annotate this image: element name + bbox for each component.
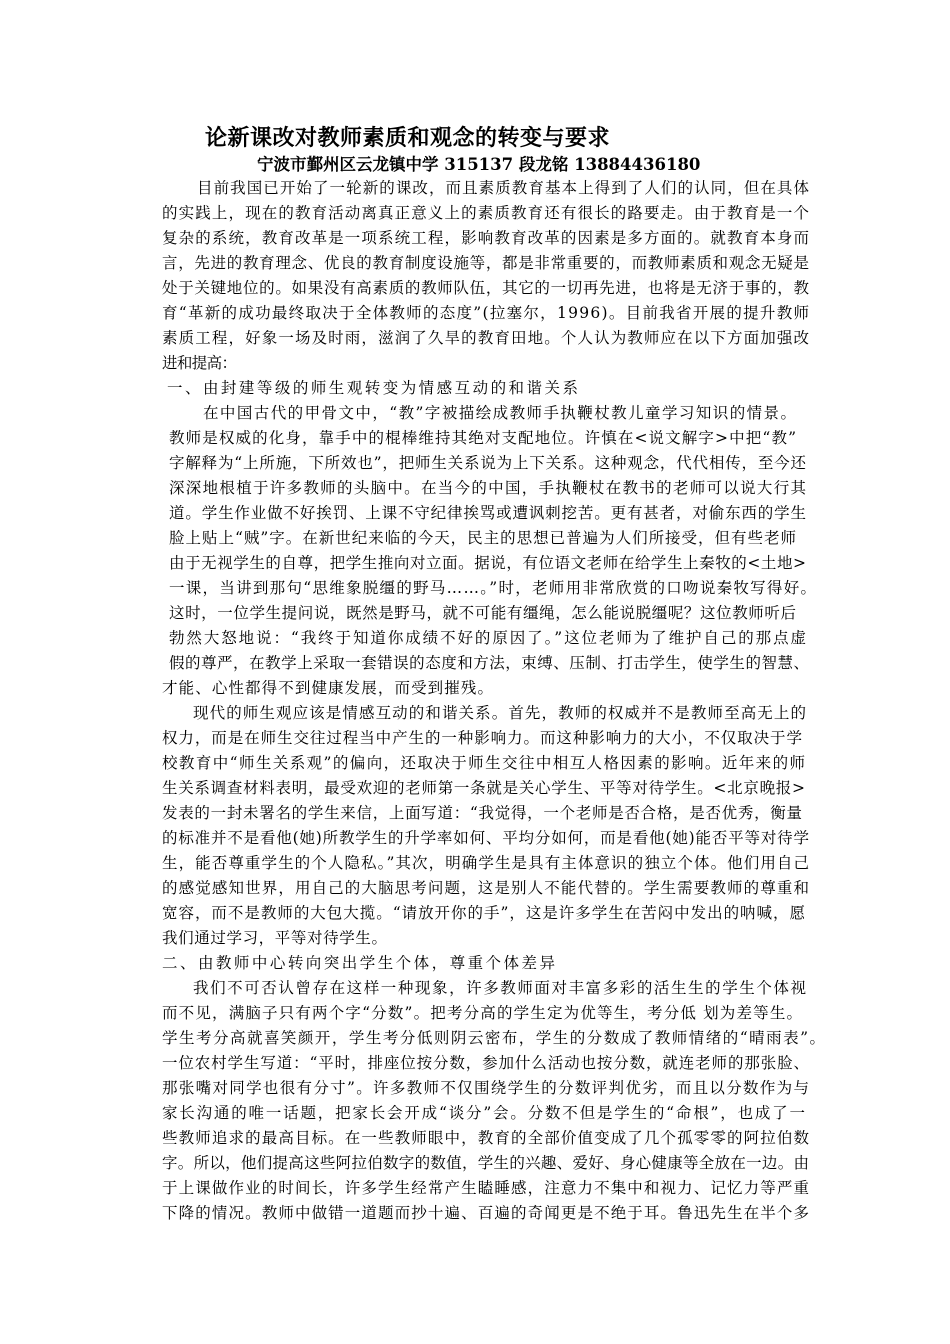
body-line: 假的尊严，在教学上采取一套错误的态度和方法，束缚、压制、打击学生，使学生的智慧、 [169,654,810,672]
body-line: 下降的情况。教师中做错一道题而抄十遍、百遍的奇闻更是不绝于耳。鲁迅先生在半个多 [162,1204,811,1222]
body-line: 教师是权威的化身，靠手中的棍棒维持其绝对支配地位。许慎在<说文解字>中把“教” [169,429,798,447]
body-line: 宽容，而不是教师的大包大揽。“请放开你的手”，这是许多学生在苦闷中发出的呐喊，愿 [162,904,806,922]
body-line: 我们不可否认曾存在这样一种现象，许多教师面对丰富多彩的活生生的学生个体视 [193,979,808,997]
body-line: 而不见，满脑子只有两个字“分数”。把考分高的学生定为优等生，考分低 划为差等生。 [162,1004,804,1022]
body-line: 一课，当讲到那句“思维象脱缰的野马……。”时，老师用非常欣赏的口吻说秦牧写得好。 [169,579,818,597]
body-line: 那张嘴对同学也很有分寸”。许多教师不仅围绕学生的分数评判优劣，而且以分数作为与 [162,1079,811,1097]
body-line: 素质工程，好象一场及时雨，滋润了久旱的教育田地。个人认为教师应在以下方面加强改 [162,329,811,347]
body-line: 育“革新的成功最终取决于全体教师的态度”(拉塞尔，1996)。目前我省开展的提升教师 [162,304,811,322]
body-line: 我们通过学习，平等对待学生。 [162,929,388,947]
body-line: 生，能否尊重学生的个人隐私。”其次，明确学生是具有主体意识的独立个体。他们用自己 [162,854,811,872]
body-line: 家长沟通的唯一话题，把家长会开成“谈分”会。分数不但是学生的“命根”，也成了一 [162,1104,807,1122]
body-line: 才能、心性都得不到健康发展，而受到摧残。 [162,679,495,697]
body-line: 校教育中“师生关系观”的偏向，还取决于师生交往中相互人格因素的影响。近年来的师 [162,754,807,772]
body-line: 生关系调查材料表明，最受欢迎的老师第一条就是关心学生、平等对待学生。<北京晚报> [162,779,806,797]
body-line: 的标准并不是看他(她)所教学生的升学率如何、平均分如何，而是看他(她)能否平等对待学 [162,829,810,847]
body-line: 脸上贴上“贼”字。在新世纪来临的今天，民主的思想已普遍为人们所接受，但有些老师 [169,529,797,547]
body-line: 这时，一位学生提问说，既然是野马，就不可能有缰绳，怎么能说脱缰呢？这位教师听后 [169,604,797,622]
body-line: 的实践上，现在的教育活动离真正意义上的素质教育还有很长的路要走。由于教育是一个 [162,204,811,222]
document-title: 论新课改对教师素质和观念的转变与要求 [205,125,611,151]
body-line: 发表的一封未署名的学生来信，上面写道：“我觉得，一个老师是否合格，是否优秀，衡量 [162,804,803,822]
body-line: 由于无视学生的自尊，把学生推向对立面。据说，有位语文老师在给学生上秦牧的<土地> [169,554,807,572]
body-line: 现代的师生观应该是情感互动的和谐关系。首先，教师的权威并不是教师至高无上的 [193,704,808,722]
body-line: 一位农村学生写道：“平时，排座位按分数，参加什么活动也按分数，就连老师的那张脸、 [162,1054,810,1072]
body-line: 复杂的系统，教育改革是一项系统工程，影响教育改革的因素是多方面的。就教育本身而 [162,229,811,247]
body-line: 目前我国已开始了一轮新的课改，而且素质教育基本上得到了人们的认同，但在具体 [197,179,811,197]
body-line: 的感觉感知世界，用自己的大脑思考问题，这是别人不能代替的。学生需要教师的尊重和 [162,879,811,897]
author-byline: 宁波市鄞州区云龙镇中学 315137 段龙铭 13884436180 [257,155,701,174]
body-line: 处于关键地位的。如果没有高素质的教师队伍，其它的一切再先进，也将是无济于事的，教 [162,279,810,297]
body-line: 言，先进的教育理念、优良的教育制度设施等，都是非常重要的，而教师素质和观念无疑是 [162,254,810,272]
body-line: 字。所以，他们提高这些阿拉伯数字的数值，学生的兴趣、爱好、身心健康等全放在一边。由 [162,1154,810,1172]
body-line: 字解释为“上所施，下所效也”，把师生关系说为上下关系。这种观念，代代相传，至今还 [169,454,807,472]
body-line: 于上课做作业的时间长，许多学生经常产生瞌睡感，注意力不集中和视力、记忆力等严重 [162,1179,811,1197]
body-line: 权力，而是在师生交往过程当中产生的一种影响力。而这种影响力的大小，不仅取决于学 [162,729,803,747]
body-line: 进和提高： [162,354,237,372]
body-line: 勃然大怒地说：“我终于知道你成绩不好的原因了。”这位老师为了维护自己的那点虚 [169,629,808,647]
body-line: 一、由封建等级的师生观转变为情感互动的和谐关系 [167,379,581,397]
body-line: 些教师追求的最高目标。在一些教师眼中，教育的全部价值变成了几个孤零零的阿拉伯数 [162,1129,811,1147]
body-line: 学生考分高就喜笑颜开，学生考分低则阴云密布，学生的分数成了教师情绪的“晴雨表”。 [162,1029,827,1047]
body-line: 二、由教师中心转向突出学生个体，尊重个体差异 [162,954,558,972]
body-line: 深深地根植于许多教师的头脑中。在当今的中国，手执鞭杖在教书的老师可以说大行其 [169,479,808,497]
body-line: 道。学生作业做不好挨罚、上课不守纪律挨骂或遭讽刺挖苦。更有甚者，对偷东西的学生 [169,504,807,522]
body-line: 在中国古代的甲骨文中，“教”字被描绘成教师手执鞭杖教儿童学习知识的情景。 [203,404,798,422]
